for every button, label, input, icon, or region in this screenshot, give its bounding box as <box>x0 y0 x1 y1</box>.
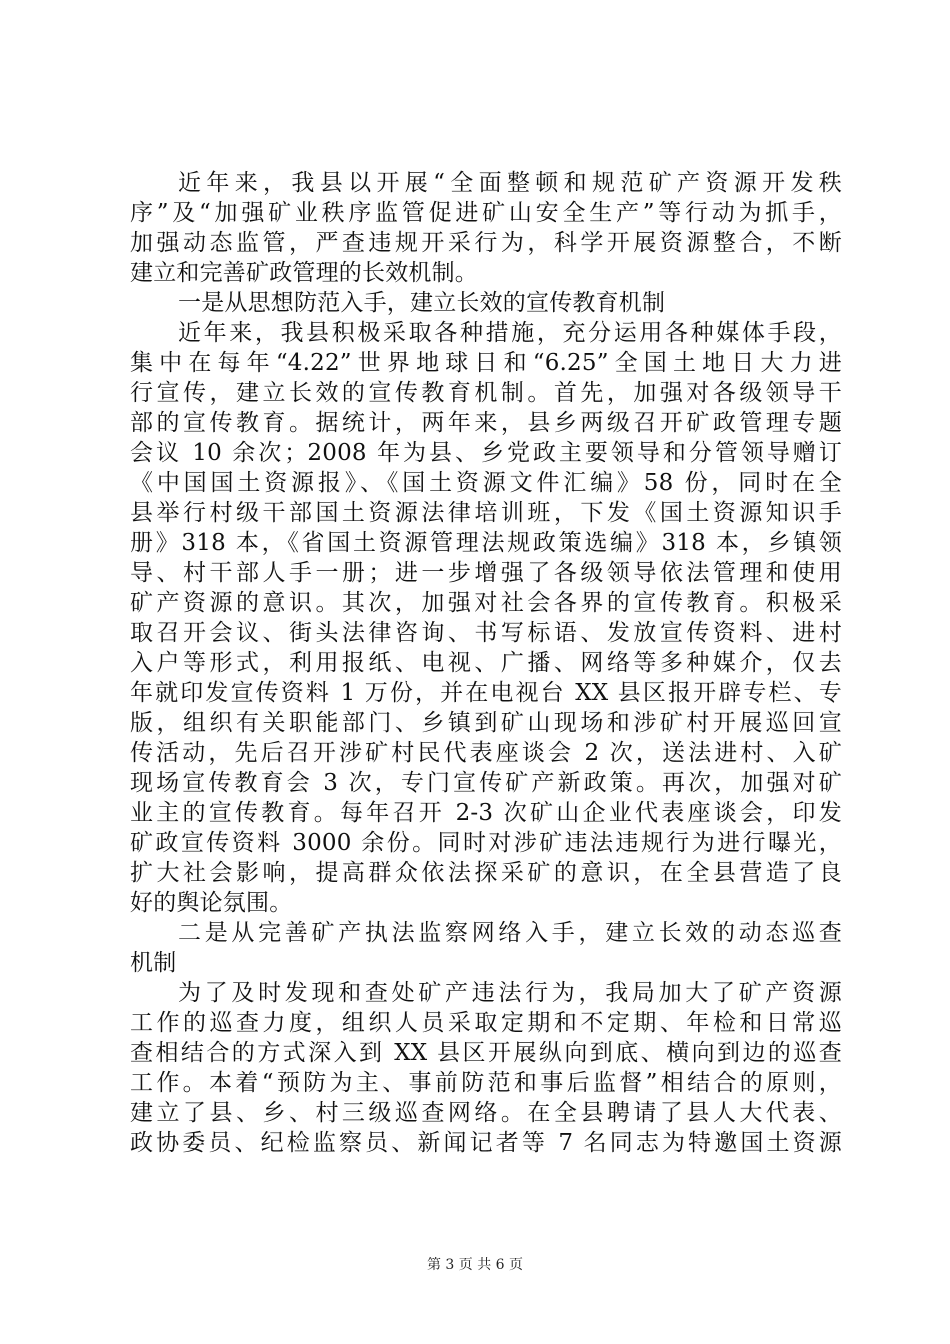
body-text <box>130 168 842 1158</box>
text-line: 入户等形式，利用报纸、电视、广播、网络等多种媒介，仅去 <box>130 650 842 676</box>
text-line: 建立和完善矿政管理的长效机制。 <box>130 260 478 286</box>
text-line: 册》318 本，《省国土资源管理法规政策选编》318 本，乡镇领 <box>130 530 842 556</box>
text-line: 业主的宣传教育。每年召开 2-3 次矿山企业代表座谈会，印发 <box>130 800 842 826</box>
text-line: 传活动，先后召开涉矿村民代表座谈会 2 次，送法进村、入矿 <box>130 740 842 766</box>
text-line: 序”及“加强矿业秩序监管促进矿山安全生产”等行动为抓手， <box>130 200 842 226</box>
text-line: 政协委员、纪检监察员、新闻记者等 7 名同志为特邀国土资源 <box>130 1130 842 1156</box>
section-heading: 机制 <box>130 950 177 976</box>
section-heading: 一是从思想防范入手，建立长效的宣传教育机制 <box>178 290 666 316</box>
text-line: 年就印发宣传资料 1 万份，并在电视台 XX 县区报开辟专栏、专 <box>130 680 842 706</box>
text-line: 行宣传，建立长效的宣传教育机制。首先，加强对各级领导干 <box>130 380 842 406</box>
section-heading: 二是从完善矿产执法监察网络入手，建立长效的动态巡查 <box>178 920 842 946</box>
text-line: 为了及时发现和查处矿产违法行为，我局加大了矿产资源 <box>178 980 842 1006</box>
text-line: 近年来，我县积极采取各种措施，充分运用各种媒体手段， <box>178 320 842 346</box>
text-line: 建立了县、乡、村三级巡查网络。在全县聘请了县人大代表、 <box>130 1100 842 1126</box>
text-line: 工作。本着“预防为主、事前防范和事后监督”相结合的原则， <box>130 1070 842 1096</box>
text-line: 《中国国土资源报》、《国土资源文件汇编》58 份，同时在全 <box>130 470 842 496</box>
text-line: 现场宣传教育会 3 次，专门宣传矿产新政策。再次，加强对矿 <box>130 770 842 796</box>
text-line: 版，组织有关职能部门、乡镇到矿山现场和涉矿村开展巡回宣 <box>130 710 842 736</box>
text-line: 工作的巡查力度，组织人员采取定期和不定期、年检和日常巡 <box>130 1010 842 1036</box>
page-number: 第 3 页 共 6 页 <box>426 1257 524 1273</box>
text-line: 近年来，我县以开展“全面整顿和规范矿产资源开发秩 <box>178 170 842 196</box>
text-line: 扩大社会影响，提高群众依法探采矿的意识，在全县营造了良 <box>130 860 842 886</box>
text-line: 取召开会议、街头法律咨询、书写标语、发放宣传资料、进村 <box>130 620 842 646</box>
text-line: 集中在每年“4.22”世界地球日和“6.25”全国土地日大力进 <box>130 350 842 376</box>
text-line: 好的舆论氛围。 <box>130 890 293 916</box>
text-line: 查相结合的方式深入到 XX 县区开展纵向到底、横向到边的巡查 <box>130 1040 842 1066</box>
text-line: 矿产资源的意识。其次，加强对社会各界的宣传教育。积极采 <box>130 590 842 616</box>
text-line: 会议 10 余次；2008 年为县、乡党政主要领导和分管领导赠订 <box>130 440 842 466</box>
text-line: 导、村干部人手一册；进一步增强了各级领导依法管理和使用 <box>130 560 842 586</box>
text-line: 部的宣传教育。据统计，两年来，县乡两级召开矿政管理专题 <box>130 410 842 436</box>
text-line: 县举行村级干部国土资源法律培训班，下发《国土资源知识手 <box>130 500 842 526</box>
text-line: 矿政宣传资料 3000 余份。同时对涉矿违法违规行为进行曝光， <box>130 830 842 856</box>
text-line: 加强动态监管，严查违规开采行为，科学开展资源整合，不断 <box>130 230 842 256</box>
